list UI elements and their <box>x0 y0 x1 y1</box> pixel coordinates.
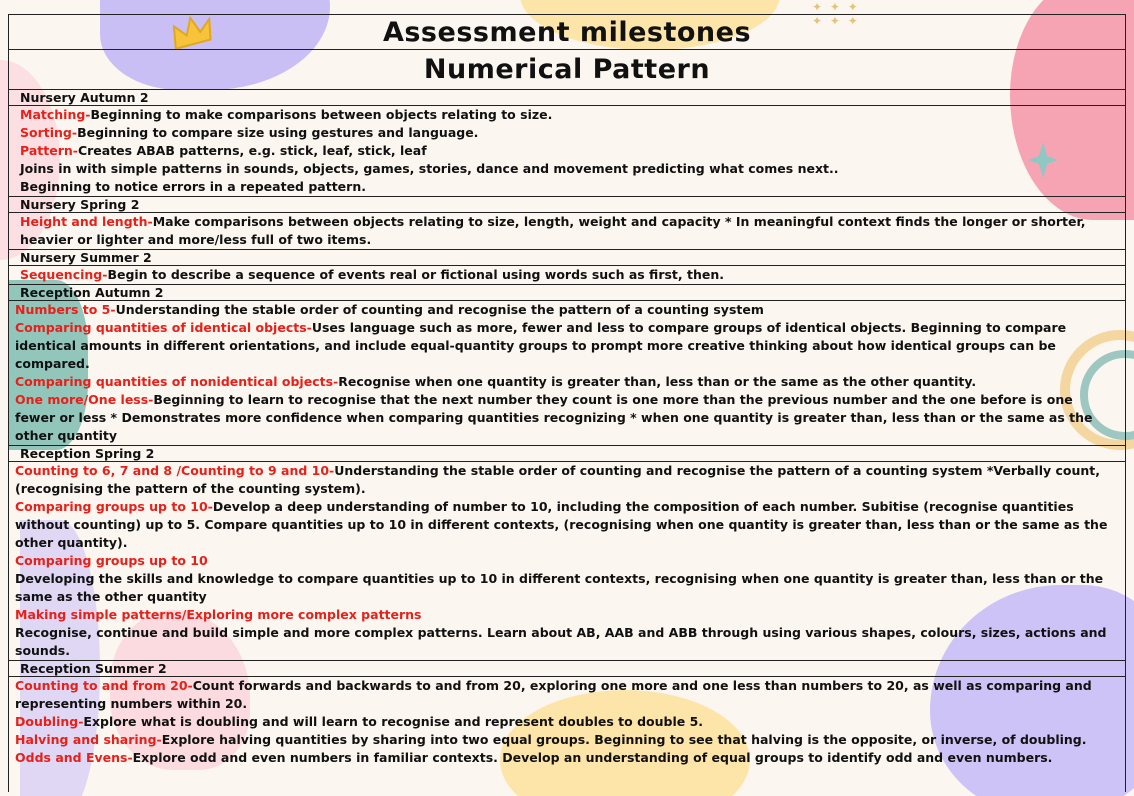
milestone-text: Explore what is doubling and will learn to recognise and represent doubles to double 5. <box>83 714 704 729</box>
milestone-text: Beginning to notice errors in a repeated pattern. <box>20 179 366 194</box>
milestone-entry <box>15 713 1117 731</box>
milestone-label: Comparing groups up to 10- <box>15 499 213 514</box>
term-body <box>9 677 1125 767</box>
milestone-text: Make comparisons between objects relating to size, length, weight and capacity * In meaningful context finds the longer or shorter, heavier or lighter and more/less full of two items. <box>20 214 1086 247</box>
term-body <box>9 213 1125 250</box>
milestone-label: Odds and Evens- <box>15 750 133 765</box>
term-heading: Reception Spring 2 <box>9 446 1125 462</box>
milestone-text: Uses language such as more, fewer and less to compare groups of identical objects. Beginning to compare identical amounts in different orientations, and include equal-quantity groups to prompt more creative thinking about how identical groups can be compared. <box>15 320 1067 371</box>
milestone-text: Begin to describe a sequence of events real or fictional using words such as first, then. <box>107 267 725 282</box>
milestone-text: Beginning to make comparisons between objects relating to size. <box>90 107 553 122</box>
milestone-entry <box>20 213 1117 249</box>
term-heading: Reception Autumn 2 <box>9 285 1125 301</box>
term-heading: Nursery Spring 2 <box>9 197 1125 213</box>
milestone-entry <box>15 319 1117 373</box>
milestone-text: Creates ABAB patterns, e.g. stick, leaf, stick, leaf <box>77 143 427 158</box>
milestone-entry <box>15 373 1117 391</box>
milestone-entry <box>15 570 1117 606</box>
page-title: Assessment milestones <box>9 14 1125 50</box>
milestone-label: Comparing quantities of nonidentical objects- <box>15 374 339 389</box>
milestone-label: Pattern- <box>20 143 78 158</box>
sections-container <box>9 90 1125 767</box>
milestone-entry <box>15 624 1117 660</box>
milestone-label: Sequencing- <box>20 267 108 282</box>
milestone-label: One more/One less- <box>15 392 154 407</box>
term-heading: Reception Summer 2 <box>9 661 1125 677</box>
milestone-text: Beginning to compare size using gestures and language. <box>77 125 479 140</box>
milestone-label: Halving and sharing- <box>15 732 162 747</box>
milestone-entry <box>20 142 1117 160</box>
term-body <box>9 462 1125 661</box>
milestone-text: Develop a deep understanding of number to 10, including the composition of each number. Subitise (recognise quantities without counting) up to 5. Compare quantities up to 10 in different contexts, (recognising when one quantity is greater than, less than or the same as the other quantity). <box>15 499 1108 550</box>
milestone-entry <box>15 391 1117 445</box>
milestone-text: Developing the skills and knowledge to compare quantities up to 10 in different contexts, recognising when one quantity is greater than, less than or the same as the other quantity <box>15 571 1104 604</box>
milestone-entry <box>20 124 1117 142</box>
page-subtitle: Numerical Pattern <box>9 50 1125 90</box>
milestones-document <box>8 14 1126 792</box>
milestone-text: Recognise, continue and build simple and more complex patterns. Learn about AB, AAB and ABB through using various shapes, colours, sizes, actions and sounds. <box>15 625 1107 658</box>
milestone-entry <box>15 749 1117 767</box>
term-body <box>9 301 1125 446</box>
milestone-entry <box>15 606 1117 624</box>
milestone-entry <box>15 731 1117 749</box>
milestone-text: Recognise when one quantity is greater than, less than or the same as the other quantity. <box>338 374 977 389</box>
milestone-entry <box>20 160 1117 178</box>
milestone-text: Understanding the stable order of counting and recognise the pattern of a counting system *Verbally count, (recognising the pattern of the counting system). <box>15 463 1101 496</box>
milestone-label: Counting to 6, 7 and 8 /Counting to 9 and 10- <box>15 463 335 478</box>
milestone-text: Understanding the stable order of counting and recognise the pattern of a counting system <box>115 302 764 317</box>
milestone-label: Height and length- <box>20 214 153 229</box>
milestone-entry <box>15 462 1117 498</box>
milestone-label: Matching- <box>20 107 91 122</box>
milestone-label: Making simple patterns/Exploring more complex patterns <box>15 607 422 622</box>
milestone-label: Comparing groups up to 10 <box>15 553 208 568</box>
milestone-entry <box>15 677 1117 713</box>
term-body <box>9 266 1125 285</box>
milestone-entry <box>15 498 1117 552</box>
milestone-text: Explore odd and even numbers in familiar contexts. Develop an understanding of equal groups to identify odd and even numbers. <box>132 750 1053 765</box>
milestone-text: Explore halving quantities by sharing into two equal groups. Beginning to see that halving is the opposite, or inverse, of doubling. <box>161 732 1087 747</box>
milestone-entry <box>15 301 1117 319</box>
milestone-label: Counting to and from 20- <box>15 678 193 693</box>
term-heading: Nursery Autumn 2 <box>9 90 1125 106</box>
milestone-label: Doubling- <box>15 714 84 729</box>
milestone-entry <box>20 106 1117 124</box>
milestone-text: Joins in with simple patterns in sounds, objects, games, stories, dance and movement predicting what comes next.. <box>20 161 839 176</box>
milestone-entry <box>20 266 1117 284</box>
milestone-label: Numbers to 5- <box>15 302 116 317</box>
milestone-text: Count forwards and backwards to and from 20, exploring one more and one less than numbers to 20, as well as comparing and representing numbers within 20. <box>15 678 1092 711</box>
term-heading: Nursery Summer 2 <box>9 250 1125 266</box>
milestone-entry <box>20 178 1117 196</box>
milestone-text: Beginning to learn to recognise that the next number they count is one more than the previous number and the one before is one fewer or less * Demonstrates more confidence when comparing quantities recognizing * when one quantity is greater than, less than or the same as the other quantity <box>15 392 1093 443</box>
term-body <box>9 106 1125 197</box>
decorative-sparkles: ✦ ✦ ✦ ✦ ✦ ✦ <box>812 0 860 28</box>
milestone-label: Comparing quantities of identical objects- <box>15 320 312 335</box>
milestone-entry <box>15 552 1117 570</box>
milestone-label: Sorting- <box>20 125 78 140</box>
